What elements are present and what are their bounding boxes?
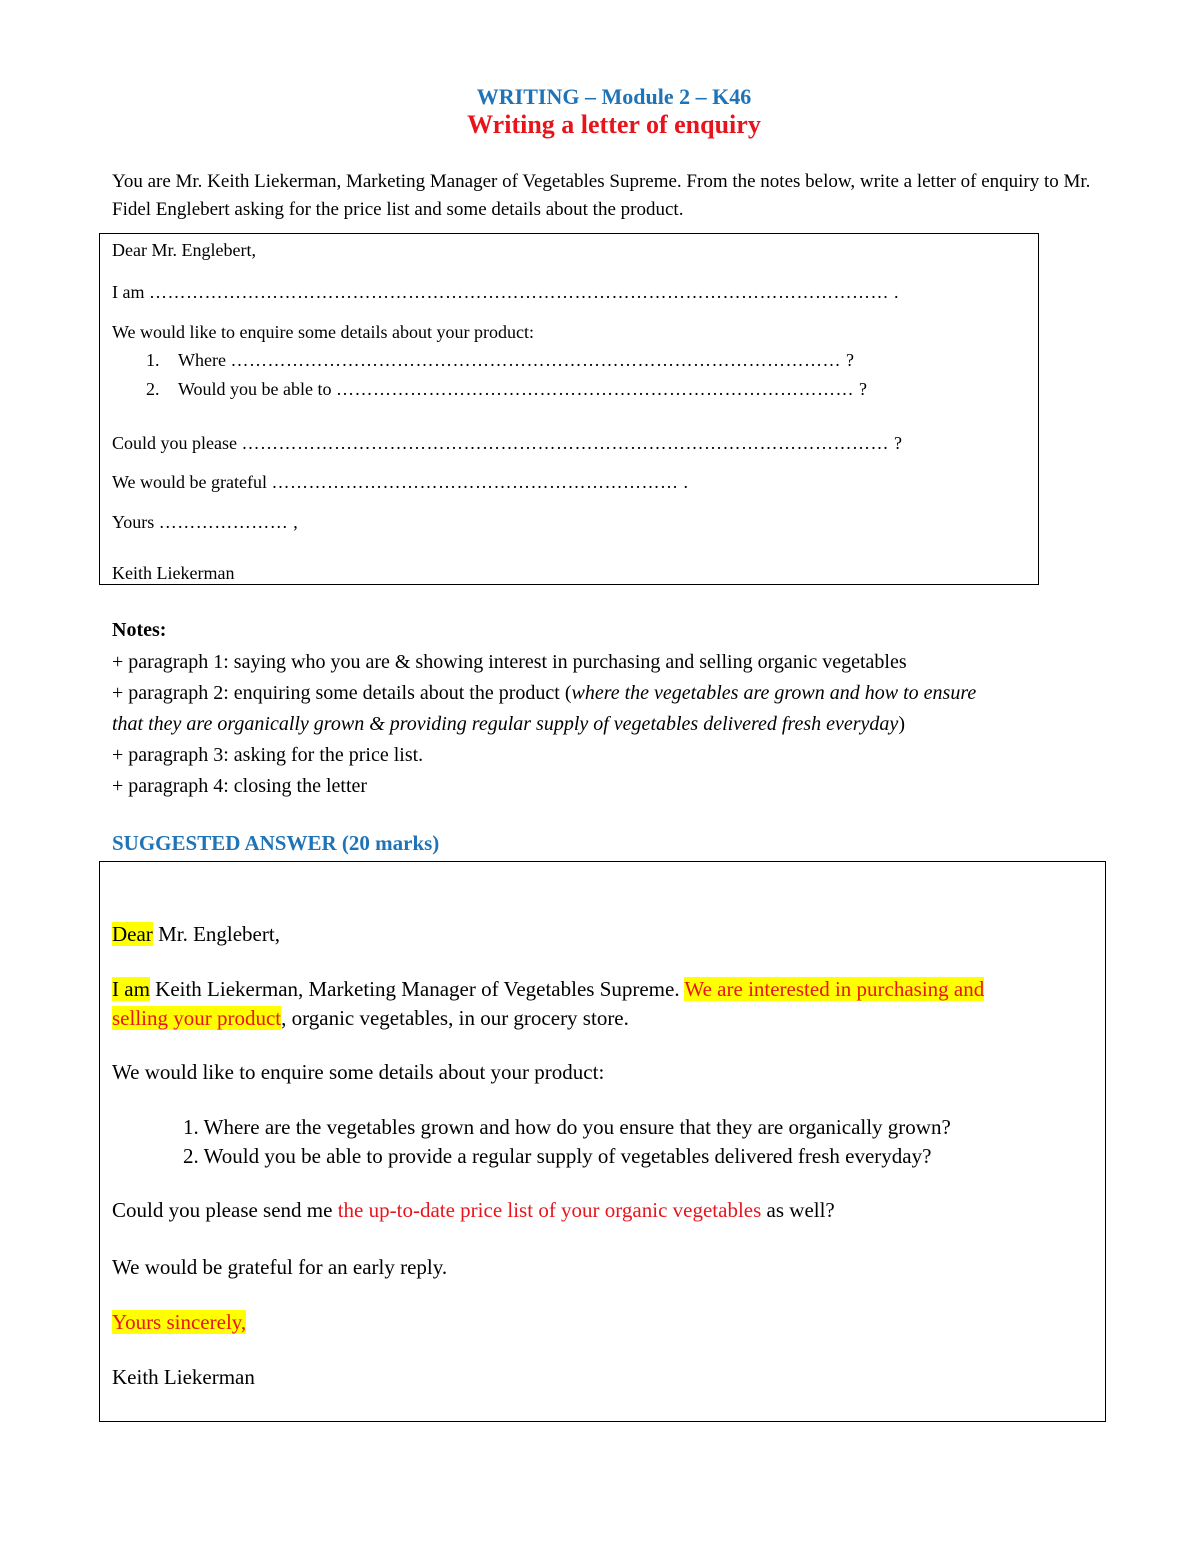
note-paragraph-2-italic-1: where the vegetables are grown and how to ensure [571, 682, 977, 704]
template-enquire-intro: We would like to enquire some details about your product: [112, 322, 534, 342]
answer-i-am-highlight: I am [112, 977, 150, 1001]
document-title: WRITING – Module 2 – K46 [476, 84, 752, 109]
answer-greeting-rest: Mr. Englebert, [152, 922, 280, 946]
answer-paragraph-1-line-1 [112, 977, 984, 1002]
template-item-2-blank: ………………………………………………………………………… ? [336, 379, 868, 399]
template-yours-blank: ………………… , [158, 512, 299, 532]
note-paragraph-2-end: ) [898, 713, 905, 735]
answer-price-list-request [112, 1198, 835, 1223]
note-paragraph-4: + paragraph 4: closing the letter [112, 775, 368, 797]
template-could-blank: …………………………………………………………………………………………… ? [241, 433, 903, 453]
document-subtitle: Writing a letter of enquiry [467, 110, 761, 139]
answer-could-start: Could you please send me [112, 1198, 338, 1222]
template-item-1 [146, 350, 854, 371]
template-grateful-prefix: We would be grateful [112, 472, 267, 492]
template-item-2 [146, 379, 868, 400]
answer-could-end: as well? [761, 1198, 835, 1222]
template-could-prefix: Could you please [112, 433, 237, 453]
template-i-am-blank: ………………………………………………………………………………………………………… . [148, 282, 899, 302]
note-paragraph-2-italic-2: that they are organically grown & providing regular supply of vegetables delivered fresh everyday [112, 713, 899, 735]
answer-enquire-intro: We would like to enquire some details about your product: [112, 1060, 605, 1084]
template-line-grateful [112, 472, 689, 493]
answer-i-am-rest: Keith Liekerman, Marketing Manager of Vegetables Supreme. [149, 977, 685, 1001]
template-line-i-am [112, 282, 899, 303]
answer-greeting-highlight: Dear [112, 922, 153, 946]
answer-interest-highlight-1: We are interested in purchasing and [684, 977, 985, 1001]
answer-item-2: 2. Would you be able to provide a regular supply of vegetables delivered fresh everyday? [183, 1144, 932, 1168]
template-item-1-number: 1. [146, 350, 160, 370]
answer-interest-rest: , organic vegetables, in our grocery store. [281, 1006, 629, 1030]
template-yours-prefix: Yours [112, 512, 155, 532]
note-paragraph-2-start: + paragraph 2: enquiring some details about the product ( [112, 682, 572, 704]
answer-closing [112, 1310, 246, 1335]
answer-paragraph-1-line-2 [112, 1006, 629, 1031]
template-line-could [112, 433, 902, 454]
template-item-2-prefix: Would you be able to [178, 379, 332, 399]
answer-interest-highlight-2: selling your product [112, 1006, 282, 1030]
template-greeting: Dear Mr. Englebert, [112, 240, 256, 260]
template-grateful-blank: ………………………………………………………… . [271, 472, 689, 492]
answer-greeting [112, 922, 280, 947]
answer-closing-highlight: Yours sincerely, [112, 1310, 247, 1334]
notes-heading: Notes: [112, 619, 167, 641]
template-signature: Keith Liekerman [112, 563, 235, 583]
note-paragraph-2-continued [112, 713, 905, 736]
template-line-yours [112, 512, 298, 533]
note-paragraph-1: + paragraph 1: saying who you are & showing interest in purchasing and selling organic vegetables [112, 651, 907, 673]
answer-could-red: the up-to-date price list of your organic vegetables [337, 1198, 762, 1222]
suggested-answer-heading: SUGGESTED ANSWER (20 marks) [112, 831, 440, 855]
note-paragraph-2 [112, 682, 976, 705]
template-item-2-number: 2. [146, 379, 160, 399]
template-i-am-prefix: I am [112, 282, 145, 302]
answer-item-1: 1. Where are the vegetables grown and how do you ensure that they are organically grown? [183, 1115, 951, 1139]
answer-grateful: We would be grateful for an early reply. [112, 1255, 448, 1279]
note-paragraph-3: + paragraph 3: asking for the price list. [112, 744, 424, 766]
task-instructions: You are Mr. Keith Liekerman, Marketing Manager of Vegetables Supreme. From the notes below, write a letter of enquiry to Mr. Fidel Englebert asking for the price list and some details about the product. [112, 171, 1091, 220]
template-item-1-prefix: Where [178, 350, 226, 370]
answer-signature: Keith Liekerman [112, 1365, 255, 1389]
template-item-1-blank: ……………………………………………………………………………………… ? [230, 350, 855, 370]
